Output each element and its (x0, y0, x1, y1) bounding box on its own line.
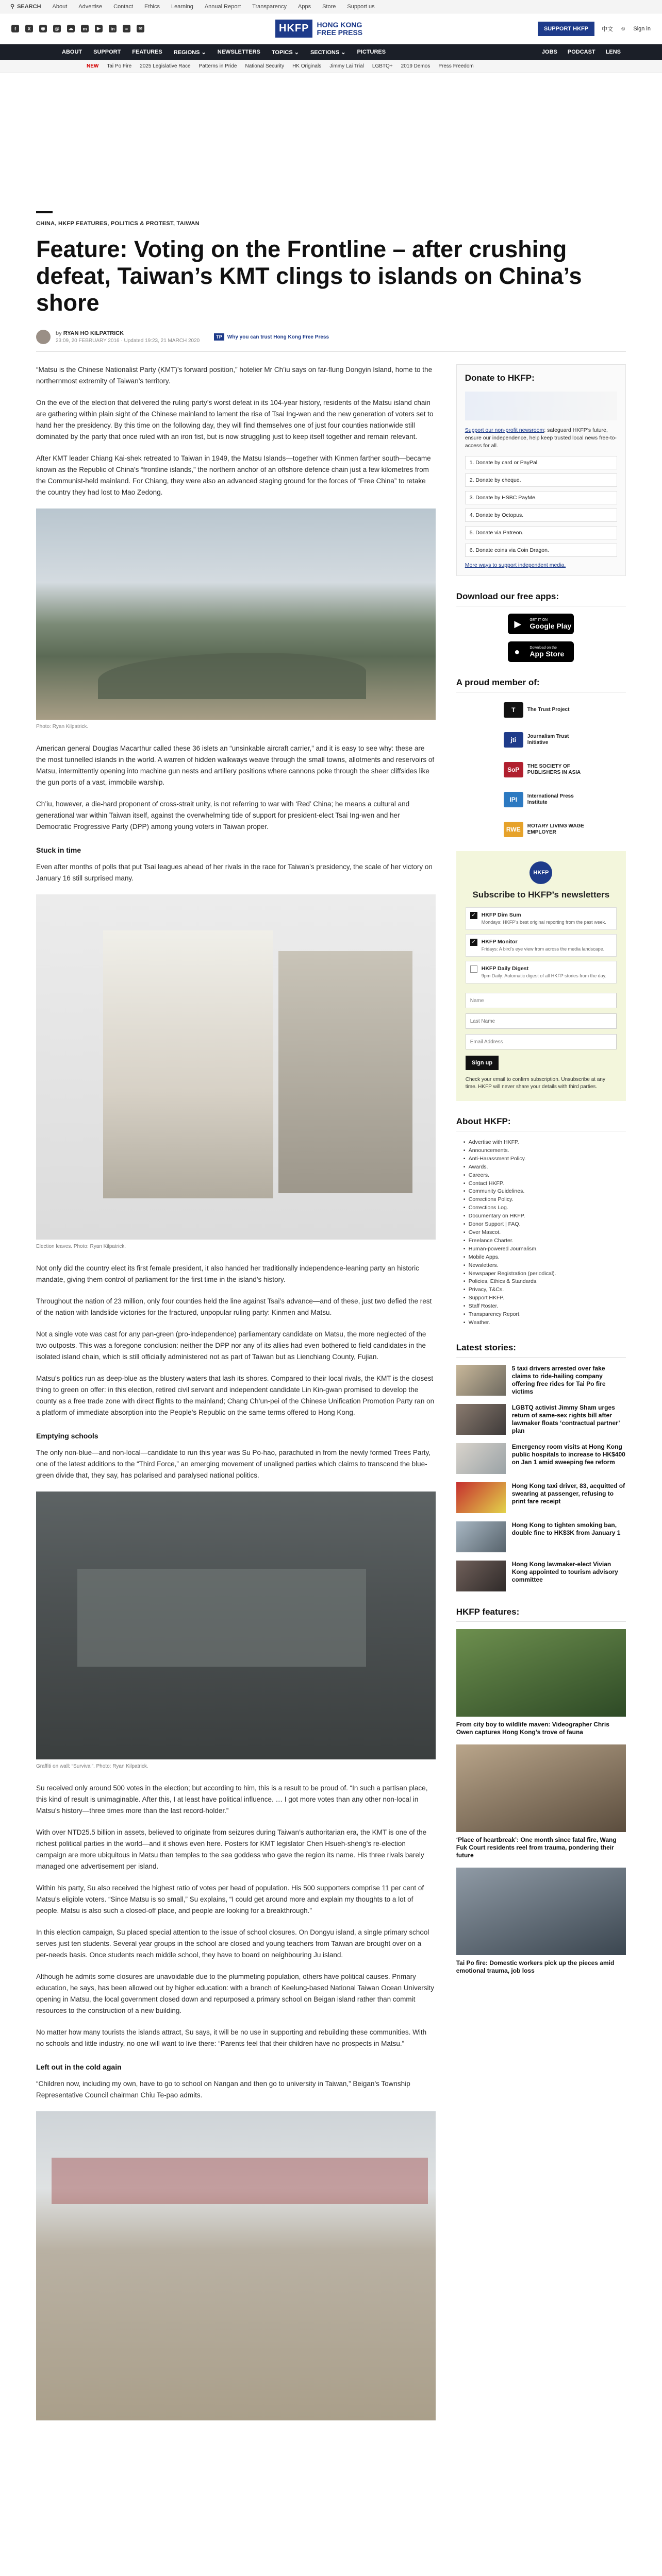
utility-link-annual-report[interactable]: Annual Report (204, 3, 241, 10)
about-title: About HKFP: (456, 1116, 626, 1131)
trending-item[interactable]: HK Originals (292, 63, 322, 69)
nav-podcast[interactable]: PODCAST (567, 49, 595, 55)
about-link[interactable]: • Documentary on HKFP. (464, 1212, 626, 1221)
latest-story[interactable] (456, 1404, 626, 1435)
about-link[interactable]: • Careers. (464, 1172, 626, 1180)
trending-item[interactable]: Patterns in Pride (198, 63, 237, 69)
photo-graffiti-wall (36, 1492, 436, 1759)
apps-title: Download our free apps: (456, 591, 626, 606)
logo-mark[interactable]: HKFP (275, 20, 312, 38)
story-headline[interactable]: Hong Kong taxi driver, 83, acquitted of swearing at passenger, refusing to print fare receipt (511, 1482, 625, 1505)
member-living-wage[interactable] (504, 819, 626, 840)
utility-link-ethics[interactable]: Ethics (144, 3, 160, 10)
paragraph: American general Douglas Macarthur called these 36 islets an “unsinkable aircraft carrier,” and it is easy to see why: these are the most tunnelled islands in the world. A warren of hidden walkways weave through the small towns, allotments and reservoirs of Matsu, intermittently opening into machine gun nests and artillery positions where cannons poke through the sheer cliffsides like the gun ports of a vast, immobile warship. (36, 744, 435, 786)
story-thumbnail[interactable] (456, 1365, 506, 1396)
trust-link-label[interactable]: Why you can trust Hong Kong Free Press (227, 334, 329, 340)
member-ipi[interactable] (504, 789, 626, 810)
feature-story[interactable] (456, 1744, 626, 1859)
latest-story[interactable] (456, 1521, 626, 1552)
header-divider (36, 351, 626, 352)
feature-headline[interactable]: ‘Place of heartbreak’: One month since fatal fire, Wang Fuk Court residents reel from trauma, pondering their future (456, 1836, 617, 1859)
paragraph: In this election campaign, Su placed special attention to the issue of school closures. On Dongyu island, a single primary school serves just ten students. Several year groups in the school are closed and young teachers from Taiwan are brought over on a per-needs basis. Once students reach middle school, they have to board on neighbouring Ju island. (36, 1928, 429, 1959)
trust-link[interactable] (214, 333, 329, 341)
utility-link-advertise[interactable]: Advertise (78, 3, 103, 10)
article-body (36, 364, 436, 2420)
linkedin-icon[interactable]: in (109, 25, 117, 32)
about-link[interactable]: • Weather. (464, 1319, 626, 1327)
member-name: THE SOCIETY OF PUBLISHERS IN ASIA (527, 764, 581, 775)
nav-pictures[interactable]: PICTURES (357, 49, 386, 55)
paragraph: After KMT leader Chiang Kai-shek retreated to Taiwan in 1949, the Matsu Islands—together with Kinmen farther south—became known as the Republic of China’s “frontline islands,” the northern anchor of an offshore defence chain just a few kilometres from the Communist-held mainland. For Chiang, they were also an advanced staging ground for the forces of “Free China” to retake the country they had lost to Mao Zedong. (36, 454, 431, 496)
newsletter-option-monitor[interactable] (466, 934, 617, 957)
nav-sections[interactable]: SECTIONS ⌄ (310, 49, 346, 56)
story-headline[interactable]: Hong Kong to tighten smoking ban, double fine to HK$3K from January 1 (511, 1521, 621, 1536)
trust-project-logo: T (504, 702, 523, 718)
donate-artwork (465, 392, 617, 420)
apple-icon: ● (514, 647, 520, 657)
about-link[interactable]: • Contact HKFP. (464, 1180, 626, 1188)
donate-intro (465, 427, 617, 450)
about-link[interactable]: • Policies, Ethics & Standards. (464, 1278, 626, 1286)
bluesky-icon[interactable]: ☁ (67, 25, 75, 32)
threads-icon[interactable]: @ (53, 25, 61, 32)
about-link[interactable]: • Awards. (464, 1163, 626, 1172)
utility-bar (0, 0, 662, 13)
about-link[interactable]: • Transparency Report. (464, 1311, 626, 1319)
donate-more-link[interactable]: More ways to support independent media. (465, 562, 566, 568)
paragraph: Even after months of polls that put Tsai leagues ahead of her rivals in the race for Taiwan’s presidency, the scale of her victory on January 16 still surprised many. (36, 863, 433, 882)
about-link[interactable]: • Support HKFP. (464, 1294, 626, 1302)
paragraph: Although he admits some closures are unavoidable due to the plummeting population, others have political causes. Primary education, he says, has been allowed out by higher education: with a branch of Keelung-based National Taiwan Ocean University opening in Matsu, the local government closed down and repurposed a primary school on Beigan island rather than commit resources to the construction of a new building. (36, 1973, 434, 2014)
photo-caption: Election leaves. Photo: Ryan Kilpatrick. (36, 1244, 126, 1249)
about-link[interactable]: • Anti-Harassment Policy. (464, 1155, 626, 1163)
google-play-icon: ▶ (514, 619, 522, 629)
checkbox-dim-sum[interactable]: ✓ (470, 912, 477, 919)
donate-option-payme[interactable]: 3. Donate by HSBC PayMe. (465, 491, 617, 504)
about-link[interactable]: • Human-powered Journalism. (464, 1245, 626, 1253)
last-name-field[interactable] (466, 1013, 617, 1029)
rss-icon[interactable]: ≈ (123, 25, 130, 32)
feature-image[interactable] (456, 1629, 626, 1717)
member-title: A proud member of: (456, 677, 626, 692)
member-name: ROTARY LIVING WAGE EMPLOYER (527, 823, 585, 835)
checkbox-daily-digest[interactable] (470, 965, 477, 973)
latest-story[interactable] (456, 1443, 626, 1474)
app-store-small-text: Download on the (529, 646, 557, 650)
donate-intro-text: ; safeguard HKFP’s future, ensure our independence, help keep trusted local news free-to-access for all. (465, 427, 617, 449)
subheading-emptying-schools: Emptying schools (36, 1432, 98, 1440)
sign-up-button[interactable]: Sign up (466, 1056, 499, 1070)
donate-option-card[interactable]: 1. Donate by card or PayPal. (465, 456, 617, 469)
donate-title: Donate to HKFP: (465, 373, 535, 383)
photo-school-banner-image (36, 2111, 436, 2420)
story-thumbnail[interactable] (456, 1443, 506, 1474)
checkbox-monitor[interactable]: ✓ (470, 939, 477, 946)
title-accent-rule (36, 211, 53, 213)
user-icon[interactable]: ☺ (620, 25, 626, 32)
app-store-big-text: App Store (529, 649, 565, 658)
nav-regions[interactable]: REGIONS ⌄ (173, 49, 206, 56)
trending-item[interactable]: 2025 Legislative Race (140, 63, 191, 69)
paragraph: With over NTD25.5 billion in assets, believed to originate from seizures during Taiwan’s authoritarian era, the KMT is one of the richest political parties in the world—and it shows even here. Posters for KMT legislator Chen Hsueh-sheng’s re-election campaign are more ubiquitous in Matsu than temples to the sea goddess who gave the region its name. His three rivals barely managed one advertisement per island. (36, 1828, 427, 1870)
utility-link-store[interactable]: Store (322, 3, 336, 10)
logo-text[interactable] (317, 21, 362, 37)
support-hkfp-button[interactable]: SUPPORT HKFP (538, 22, 594, 36)
newsletter-option-title: HKFP Dim Sum (481, 912, 521, 918)
trending-bar (0, 60, 662, 73)
paragraph: On the eve of the election that delivered the ruling party’s worst defeat in its 104-year history, residents of the Matsu island chain are gathering within plain sight of the Chinese mainland to lament the rise of Tsai Ing-wen and the new generation of voters set to hand her the presidency. By this time on the following day, they will find themselves one of just four counties nationwide still dominated by the party that once ruled with an iron fist, but is now struggling just to keep itself together and remain relevant. (36, 399, 434, 440)
feature-image[interactable] (456, 1744, 626, 1832)
feature-headline[interactable]: Tai Po fire: Domestic workers pick up the pieces amid emotional trauma, job loss (456, 1959, 615, 1974)
utility-link-support[interactable]: Support us (347, 3, 375, 10)
story-thumbnail[interactable] (456, 1521, 506, 1552)
newsletter-option-desc: 9pm Daily: Automatic digest of all HKFP stories from the day. (481, 973, 607, 978)
sign-in-link[interactable]: Sign in (633, 25, 651, 32)
trending-item[interactable]: National Security (245, 63, 285, 69)
subheading-stuck-in-time: Stuck in time (36, 846, 81, 854)
feature-story[interactable] (456, 1868, 626, 1975)
sopa-logo: SoP (504, 762, 523, 777)
donate-intro-link[interactable]: Support our non-profit newsroom (465, 427, 544, 433)
google-play-button[interactable] (508, 614, 574, 634)
author-name[interactable]: RYAN HO KILPATRICK (63, 330, 124, 336)
logo-line-2: FREE PRESS (317, 28, 363, 37)
feature-image[interactable] (456, 1868, 626, 1955)
subheading-left-out: Left out in the cold again (36, 2063, 122, 2071)
mastodon-icon[interactable]: m (81, 25, 89, 32)
donate-option-coins[interactable]: 6. Donate coins via Coin Dragon. (465, 544, 617, 557)
photo-caption: Photo: Ryan Kilpatrick. (36, 724, 89, 730)
language-switch[interactable]: 中文 (602, 26, 614, 32)
latest-story[interactable] (456, 1365, 626, 1396)
newsletter-logo: HKFP (529, 861, 552, 884)
nav-support[interactable]: SUPPORT (93, 49, 121, 55)
features-title: HKFP features: (456, 1607, 626, 1622)
about-link[interactable]: • Corrections Log. (464, 1204, 626, 1212)
nav-newsletters[interactable]: NEWSLETTERS (217, 49, 260, 55)
about-link[interactable]: • Community Guidelines. (464, 1188, 626, 1196)
email-field[interactable] (466, 1034, 617, 1049)
story-thumbnail[interactable] (456, 1482, 506, 1513)
nav-lens[interactable]: LENS (605, 49, 621, 55)
nav-about[interactable]: ABOUT (62, 49, 82, 55)
about-link[interactable]: • Staff Roster. (464, 1302, 626, 1311)
name-field[interactable] (466, 993, 617, 1008)
byline: by RYAN HO KILPATRICK 23:09, 20 FEBRUARY 2016 · Updated 19:23, 21 MARCH 2020 TP Why you can trust Hong Kong Free Press (36, 330, 626, 344)
newsletter-option-title: HKFP Monitor (481, 939, 518, 945)
trending-item[interactable]: Tai Po Fire (107, 63, 132, 69)
newsletter-option-desc: Fridays: A bird’s eye view from across the media landscape. (481, 946, 605, 952)
newsletter-option-title: HKFP Daily Digest (481, 965, 529, 972)
trending-item[interactable]: Press Freedom (438, 63, 474, 69)
story-headline[interactable]: 5 taxi drivers arrested over fake claims to ride-hailing company offering free rides for Tai Po fire victims (511, 1364, 606, 1395)
feature-story[interactable] (456, 1629, 626, 1736)
trust-project-icon: TP (214, 333, 224, 341)
member-trust-project[interactable] (504, 700, 626, 720)
author-avatar (36, 330, 51, 344)
feature-headline[interactable]: From city boy to wildlife maven: Videographer Chris Owen captures Hong Kong’s trove of fauna (456, 1720, 609, 1736)
facebook-icon[interactable]: f (11, 25, 19, 32)
search-label[interactable]: SEARCH (17, 3, 41, 10)
donate-option-patreon[interactable]: 5. Donate via Patreon. (465, 526, 617, 539)
instagram-icon[interactable]: ◉ (39, 25, 47, 32)
masthead (0, 13, 662, 44)
newsletter-note: Check your email to confirm subscription. Unsubscribe at any time. HKFP will never share your details with third parties. (465, 1077, 605, 1090)
social-links (11, 25, 228, 32)
newsletter-option-dim-sum[interactable] (466, 907, 617, 930)
nav-topics[interactable]: TOPICS ⌄ (271, 49, 299, 56)
latest-title: Latest stories: (456, 1343, 626, 1358)
living-wage-logo: RWE (504, 822, 523, 837)
paragraph: “Children now, including my own, have to go to school on Nangan and then go to university in Taiwan,” Beigan’s Township Representative Council chairman Chiu Te-pao admits. (36, 2080, 410, 2099)
paragraph: Not only did the country elect its first female president, it also handed her traditionally independence-leaning party an historic mandate, giving them control of parliament for the first time in the island’s history. (36, 1264, 419, 1283)
donate-option-octopus[interactable]: 4. Donate by Octopus. (465, 509, 617, 522)
trending-item[interactable]: Jimmy Lai Trial (329, 63, 364, 69)
logo-line-1: HONG KONG (317, 20, 362, 29)
paragraph: Ch’iu, however, a die-hard proponent of cross-strait unity, is not referring to war with ‘Red’ China; he means a cultural and generational war within Taiwan itself, against the overwhelming tide of support for president-elect Tsai Ing-wen and her Democratic Progressive Party (DPP) among young voters in Taiwan proper. (36, 800, 410, 831)
paragraph: Su received only around 500 votes in the election; but according to him, this is a result to be proud of. “In such a partisan place, this kind of result is unimaginable. After this, I at least have political influence. … I got more votes than any other non-local in Matsu’s history—three times more than the last record-holder.” (36, 1784, 428, 1815)
google-play-big-text: Google Play (529, 621, 572, 630)
story-thumbnail[interactable] (456, 1561, 506, 1591)
member-name: The Trust Project (527, 707, 570, 713)
donate-box (456, 364, 626, 576)
paragraph: “Matsu is the Chinese Nationalist Party (KMT)’s forward position,” hotelier Mr Ch’iu says on far-flung Dongyin Island, home to the northernmost extremity of Taiwan’s territory. (36, 366, 433, 385)
photo-election-leaflets (36, 894, 436, 1240)
utility-link-about[interactable]: About (52, 3, 68, 10)
photo-caption: Graffiti on wall: “Survival”. Photo: Ryan Kilpatrick. (36, 1764, 148, 1769)
about-link[interactable]: • Mobile Apps. (464, 1253, 626, 1262)
about-link[interactable]: • Advertise with HKFP. (464, 1139, 626, 1147)
x-icon[interactable]: X (25, 25, 33, 32)
newsletter-option-desc: Mondays: HKFP’s best original reporting from the past week. (481, 920, 606, 925)
jti-logo: jti (504, 732, 523, 748)
member-name: Journalism Trust Initiative (527, 734, 569, 745)
about-link[interactable]: • Over Mascot. (464, 1229, 626, 1237)
nav-features[interactable]: FEATURES (132, 49, 162, 55)
about-link[interactable]: • Newsletters. (464, 1262, 626, 1270)
google-play-small-text: GET IT ON (529, 618, 548, 622)
main-nav (0, 44, 662, 60)
photo-matsu-coast (36, 509, 436, 720)
about-link[interactable]: • Announcements. (464, 1147, 626, 1155)
member-sopa[interactable] (504, 759, 626, 780)
latest-story[interactable] (456, 1482, 626, 1513)
sidebar (456, 364, 626, 2420)
paragraph: Not a single vote was cast for any pan-green (pro-independence) parliamentary candidate on Matsu, the more neglected of the two outposts. This was a foregone conclusion: neither the DPP nor any of its allies had even bothered to field candidates in the isolated island chain, which is still officially administered not as part of Taiwan but as Lienchiang County, Fujian. (36, 1330, 426, 1361)
about-link[interactable]: • Freelance Charter. (464, 1237, 626, 1245)
about-list (456, 1139, 626, 1327)
ipi-logo: IPI (504, 792, 523, 807)
member-name: International Press Institute (527, 793, 574, 805)
paragraph: No matter how many tourists the islands attract, Su says, it will be no use in supporting and rebuilding these communities. With no schools and little industry, no one will want to live there: “Parents feel that their children have no prospects in Matsu.” (36, 2028, 427, 2047)
about-link[interactable]: • Corrections Policy. (464, 1196, 626, 1204)
latest-story[interactable] (456, 1561, 626, 1591)
newsletter-option-daily-digest[interactable] (466, 961, 617, 984)
about-link[interactable]: • Privacy, T&Cs. (464, 1286, 626, 1294)
paragraph: Throughout the nation of 23 million, only four counties held the line against Tsai’s advance—and of these, just two defied the rest of the nation with landslide victories for the fractured, unpopular ruling party: Kinmen and Matsu. (36, 1297, 432, 1316)
article-categories[interactable]: CHINA, HKFP FEATURES, POLITICS & PROTEST, TAIWAN (36, 221, 200, 227)
newsletter-box (456, 851, 626, 1101)
utility-search[interactable] (10, 3, 41, 10)
utility-link-apps[interactable]: Apps (298, 3, 311, 10)
app-store-button[interactable] (508, 641, 574, 662)
nav-jobs[interactable]: JOBS (541, 49, 557, 55)
about-link[interactable]: • Donor Support | FAQ. (464, 1221, 626, 1229)
trending-new-badge: NEW (87, 63, 99, 69)
story-headline[interactable]: Emergency room visits at Hong Kong public hospitals to increase to HK$400 on Jan 1 amid sweeping fee reform (511, 1443, 625, 1466)
paragraph: The only non-blue—and non-local—candidate to run this year was Su Po-hao, parachuted in from the newly formed Trees Party, one of the latest additions to the “Third Force,” an emerging movement of unaligned parties which claims to transcend the blue-green divide that, they say, has polarised and paralysed national politics. (36, 1449, 431, 1479)
youtube-icon[interactable]: ▶ (95, 25, 103, 32)
member-jti[interactable] (504, 730, 626, 750)
search-icon[interactable]: ⚲ (10, 4, 15, 10)
article-title: Feature: Voting on the Frontline – after crushing defeat, Taiwan’s KMT clings to islands on China’s shore (36, 236, 582, 316)
trending-item[interactable]: LGBTQ+ (372, 63, 393, 69)
newsletter-title: Subscribe to HKFP’s newsletters (472, 890, 610, 900)
article-header (0, 211, 662, 352)
utility-link-transparency[interactable]: Transparency (252, 3, 287, 10)
photo-school-banner (36, 2111, 436, 2420)
article-dates: 23:09, 20 FEBRUARY 2016 · Updated 19:23, 21 MARCH 2020 (56, 338, 200, 344)
story-thumbnail[interactable] (456, 1404, 506, 1435)
story-headline[interactable]: Hong Kong lawmaker-elect Vivian Kong appointed to tourism advisory committee (511, 1560, 618, 1583)
email-icon[interactable]: ✉ (137, 25, 144, 32)
utility-link-contact[interactable]: Contact (113, 3, 134, 10)
site-logo[interactable] (275, 20, 362, 38)
utility-link-learning[interactable]: Learning (171, 3, 193, 10)
donate-option-cheque[interactable]: 2. Donate by cheque. (465, 473, 617, 487)
story-headline[interactable]: LGBTQ activist Jimmy Sham urges return of same-sex rights bill after lawmaker floats ‘contractual partner’ plan (511, 1403, 620, 1434)
trending-item[interactable]: 2019 Demos (401, 63, 431, 69)
paragraph: Matsu’s politics run as deep-blue as the blustery waters that lash its shores. Compared to their local rivals, the KMT is the closest thing to green on offer: in this election, retired civil servant and independent candidate Lin Kin-gwan promised to develop the county as a free trade zone with direct flights to the mainland; Chang Ch’un-pei of the Chinese Unification Promotion Party ran on a platform of immediate absorption into the People’s Republic on the same terms offered to Hong Kong. (36, 1375, 435, 1416)
about-link[interactable]: • Newspaper Registration (periodical). (464, 1270, 626, 1278)
paragraph: Within his party, Su also received the highest ratio of votes per head of population. His 500 supporters comprise 11 per cent of Matsu’s eligible voters. “Since Matsu is so small,” Su explains, “I could get around more and explain my thoughts to a lot of people. Matsu is also such a closed-off place, and people are looking for a breakthrough.” (36, 1884, 424, 1914)
